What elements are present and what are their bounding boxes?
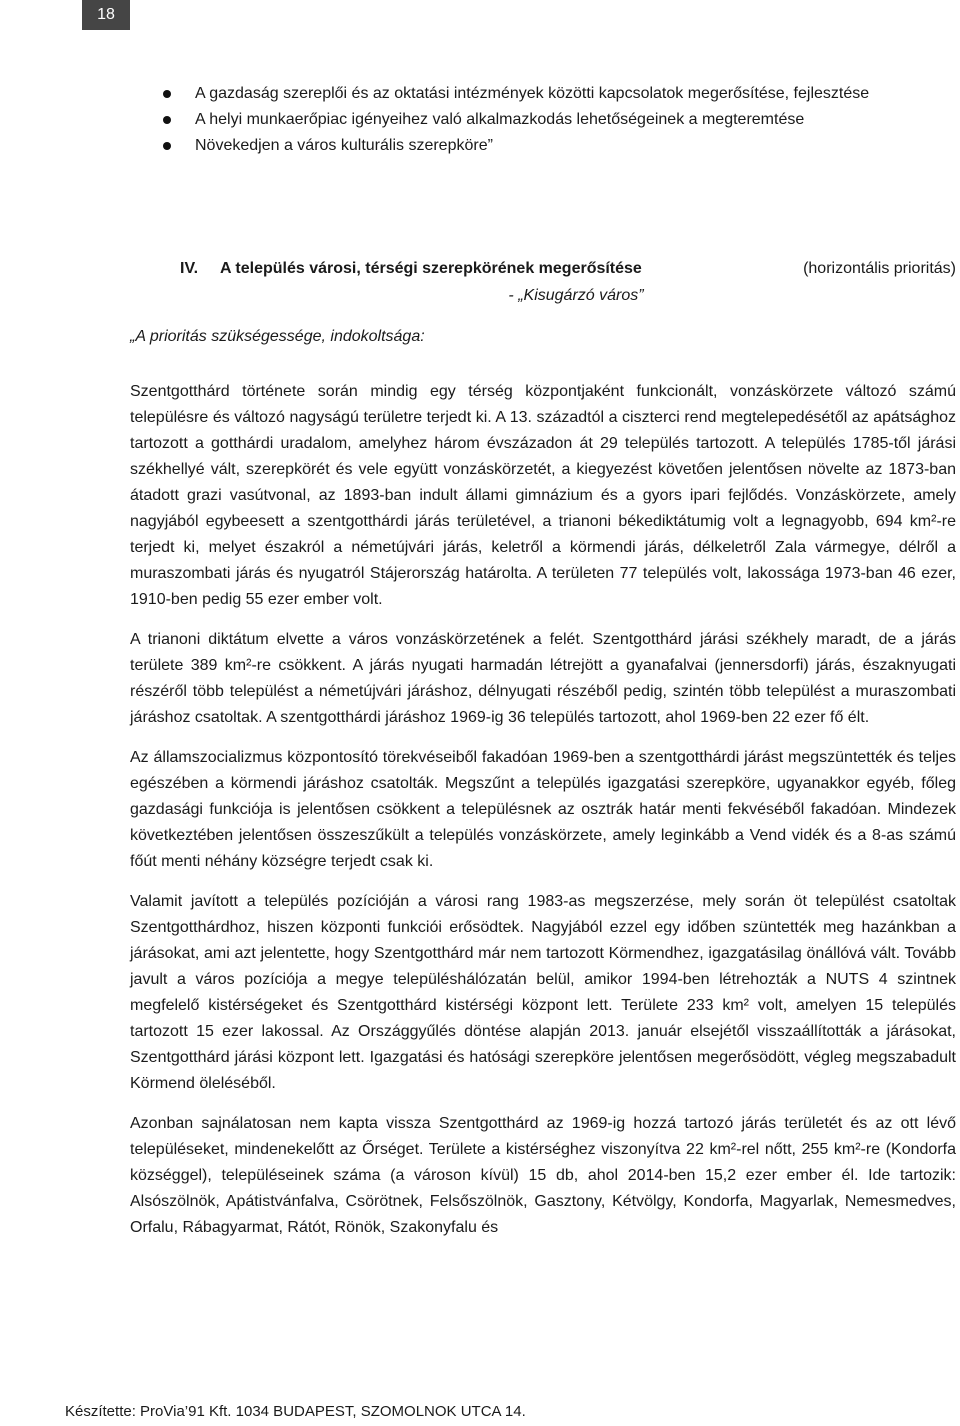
- paragraph: Valamit javított a település pozícióján a városi rang 1983-as megszerzése, mely során öt települést csatoltak Szentgotthárdhoz, hiszen központi funkciói erősödtek. Nagyjából ezzel egy időben szüntették meg hazánkban a járásokat, ami azt jelentette, hogy Szentgotthárd már nem tartozott Körmendhez, igazgatásilag önállóvá vált. Tovább javult a város pozíciója a megye településhálózatán belül, amikor 1994-ben létrehozták a NUTS 4 szintnek megfelelő kistérségeket és Szentgotthárd kistérségi központ lett. Területe 233 km² volt, amelyen 15 település tartozott 15 ezer lakossal. Az Országgyűlés döntése alapján 2013. január elsejétől visszaállították a járásokat, Szentgotthárd járási központ lett. Igazgatási és hatósági szerepköre jelentősen megerősödött, végleg megszabadult Körmend öleléséből.: [130, 893, 956, 1092]
- subheading: „A prioritás szükségessége, indokoltsága:: [130, 328, 425, 345]
- footer: Készítette: ProVia’91 Kft. 1034 BUDAPEST, SZOMOLNOK UTCA 14.: [65, 1403, 526, 1420]
- list-item-text: Növekedjen a város kulturális szerepköre”: [195, 137, 493, 154]
- list-item-text: A gazdaság szereplői és az oktatási intézmények közötti kapcsolatok megerősítése, fejlesztése: [195, 85, 870, 102]
- paragraph: Szentgotthárd története során mindig egy térség központjaként funkcionált, vonzáskörzete változó számú településre és változó nagyságú területre terjedt ki. A 13. századtól a ciszterci rend megtelepedésétől az apátsághoz tartozott a gotthárdi uradalom, amelyhez három évszázadon át 29 település tartozott. A település 1785-től járási székhellyé vált, szerepkörét és vele együtt vonzáskörzetét, a kiegyezést követően jelentősen növelte az 1873-ban átadott grazi vasútvonal, az 1893-ban indult állami gimnázium és a gyors ipari fejlődés. Vonzáskörzete, amely nagyjából egybeesett a szentgotthárdi járás területével, a trianoni békediktátumig volt a legnagyobb, 694 km²-re terjedt ki, melyet északról a németújvári járás, keletről a körmendi járás, délkeletről Zala vármegye, délről a muraszombati járás és nyugatról Stájerország határolta. A területen 77 település volt, lakossága 1973-ban 46 ezer, 1910-ben pedig 55 ezer ember volt.: [130, 383, 956, 608]
- paragraph: A trianoni diktátum elvette a város vonzáskörzetének a felét. Szentgotthárd járási székhely maradt, de a járás területe 389 km²-re csökkent. A járás nyugati harmadán létrejött a gyanafalvai (jennersdorfi) járás, északnyugati részéről több települést a németújvári járáshoz, délnyugati részéből pedig, szintén több települést a muraszombati járáshoz csatoltak. A szentgotthárdi járáshoz 1969-ig 36 település tartozott, ahol 1969-ben 22 ezer fő élt.: [130, 631, 956, 726]
- bullet-icon: [163, 142, 171, 150]
- bullet-list: [160, 81, 960, 159]
- body-text: [130, 379, 956, 1255]
- section-title-suffix: (horizontális prioritás): [803, 260, 956, 277]
- bullet-icon: [163, 90, 171, 98]
- section-number: IV.: [180, 260, 199, 277]
- bullet-icon: [163, 116, 171, 124]
- list-item: [160, 133, 960, 159]
- paragraph: Az államszocializmus központosító törekvéseiből fakadóan 1969-ben a szentgotthárdi járást megszüntették és teljes egészében a körmendi járáshoz csatolták. Megszűnt a település igazgatási szerepköre, ugyanakkor egyéb, főleg gazdasági funkciója is jelentősen csökkent a településnek az osztrák határ menti fekvéséből fakadóan. Mindezek következtében jelentősen összeszűkült a település vonzáskörzete, amely leginkább a Vend vidék és a 8-as számú főút menti néhány községre terjedt csak ki.: [130, 749, 956, 870]
- section-title: A település városi, térségi szerepkörének megerősítése: [220, 260, 642, 277]
- list-item: [160, 107, 960, 133]
- section-subtitle: - „Kisugárzó város”: [508, 287, 644, 304]
- list-item: [160, 81, 960, 107]
- list-item-text: A helyi munkaerőpiac igényeihez való alkalmazkodás lehetőségeinek a megteremtése: [195, 111, 805, 128]
- paragraph: Azonban sajnálatosan nem kapta vissza Szentgotthárd az 1969-ig hozzá tartozó járás területét és az ott lévő településeket, mindenekelőtt az Őrséget. Területe a kistérséghez viszonyítva 22 km²-rel nőtt, 255 km²-re (Kondorfa községgel), településeinek száma (a városon kívül) 15 db, ahol 2014-ben 15,2 ezer ember él. Ide tartozik: Alsószölnök, Apátistvánfalva, Csörötnek, Felsőszölnök, Gasztony, Kétvölgy, Kondorfa, Magyarlak, Nemesmedves, Orfalu, Rábagyarmat, Rátót, Rönök, Szakonyfalu és: [130, 1115, 956, 1236]
- section-heading: [180, 255, 956, 309]
- page-number: 18: [82, 0, 130, 30]
